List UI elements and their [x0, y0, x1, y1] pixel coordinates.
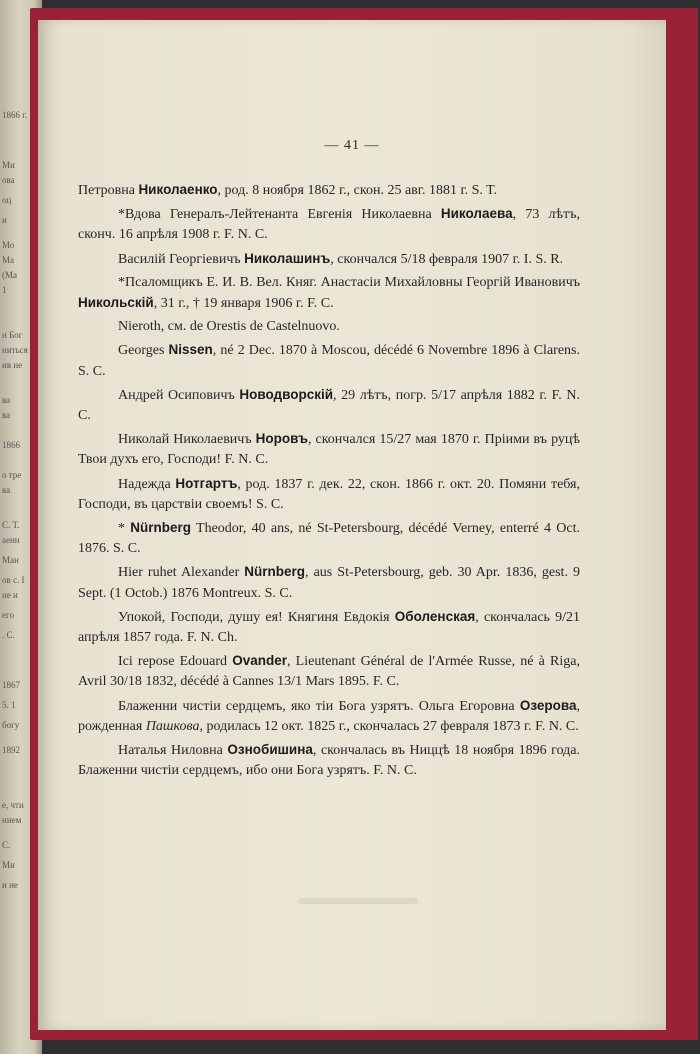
entry-text: , род. 8 ноября 1862 г., скон. 25 авг. 1881 г. S. T. — [217, 183, 498, 198]
entry-text: Theodor, 40 ans, né St-Petersbourg, décédé Verney, enterré 4 Oct. 1876. S. C. — [78, 521, 580, 557]
surname: Новодворскій — [239, 386, 334, 402]
surname: Ovander — [232, 653, 287, 669]
entry-text: , скончалась 9/21 апрѣля 1857 года. F. N. Ch. — [78, 609, 580, 646]
left-page-fragment: Мо — [2, 240, 15, 250]
register-entry — [78, 518, 580, 559]
left-page-fragment: Ма — [2, 255, 14, 265]
entry-text: , рожденная — [78, 698, 580, 734]
surname: Озерова — [519, 697, 577, 713]
entry-text: , скончался 5/18 февраля 1907 г. I. S. R. — [330, 251, 564, 267]
left-page-fragment: С. Т. — [2, 520, 20, 530]
left-page-fragment: ова — [2, 175, 15, 185]
surname: Оболенская — [394, 608, 476, 624]
entry-text: Hier ruhet Alexander — [118, 565, 245, 581]
surname: Николашинъ — [244, 250, 331, 266]
surname: Норовъ — [255, 431, 308, 447]
register-entry — [78, 696, 580, 737]
left-page-fragment: ва — [2, 410, 11, 420]
left-page-fragment: (Ма — [2, 270, 17, 280]
entry-text: , родилась 12 окт. 1825 г., скончалась 27 февраля 1873 г. F. N. C. — [199, 718, 579, 734]
left-page-fragment: н Бог — [2, 330, 23, 340]
register-entry — [78, 204, 580, 245]
left-page-fragment: ив не — [2, 360, 23, 370]
register-entry — [78, 340, 580, 381]
register-entry — [78, 562, 580, 603]
left-page-fragment: 1 — [2, 285, 7, 295]
left-page-fragment: богу — [2, 720, 20, 730]
entry-text: , 73 лѣтъ, сконч. 16 апрѣля 1908 г. F. N. C. — [78, 207, 580, 243]
left-page-fragment: нием — [2, 815, 22, 825]
left-page-fragment: ва — [2, 485, 11, 495]
left-page-fragment: оц — [2, 195, 12, 205]
left-page-fragment: 1892 — [2, 745, 20, 755]
surname: Николаева — [440, 206, 513, 222]
entry-text: Андрей Осиповичъ — [118, 387, 240, 403]
surname: Nissen — [168, 342, 213, 358]
maiden-name: Пашкова — [145, 718, 200, 734]
left-page-fragment: и не — [2, 880, 18, 890]
book-page — [38, 20, 666, 1030]
surname: Ознобишина — [227, 742, 313, 758]
left-page-fragment: ва — [2, 395, 11, 405]
left-page-fragment: ов с. I — [2, 575, 25, 585]
left-page-fragment: Ми — [2, 860, 15, 870]
entry-text: *Вдова Генералъ-Лейтенанта Евгенія Николаевна — [118, 207, 441, 223]
register-entry — [78, 474, 580, 515]
faded-ink-mark — [298, 898, 418, 904]
entry-text: Georges — [118, 343, 169, 359]
entry-text: , aus St-Petersbourg, geb. 30 Apr. 1836, gest. 9 Sept. (1 Octob.) 1876 Montreux. S. C. — [78, 565, 580, 601]
surname: Nürnberg — [244, 564, 306, 580]
left-page-fragment: е, чти — [2, 800, 24, 810]
entry-text: Ici repose Edouard — [118, 654, 233, 670]
entry-text: , род. 1837 г. дек. 22, скон. 1866 г. окт. 20. Помяни тебя, Господи, въ царствіи своемъ! S. C. — [78, 476, 581, 512]
entry-text: Николай Николаевичъ — [118, 432, 256, 448]
left-page-fragment: аенн — [2, 535, 20, 545]
left-page-fragment: Ми — [2, 160, 15, 170]
register-entry — [78, 317, 580, 337]
entry-text: Василій Георгіевичъ — [118, 251, 245, 267]
left-page-fragment: ниться — [2, 345, 28, 355]
register-entry — [78, 651, 580, 692]
left-page-fragment: его — [2, 610, 14, 620]
left-page-fragment: 1867 — [2, 680, 20, 690]
entry-text: , 31 г., † 19 января 1906 г. F. C. — [153, 296, 334, 312]
entry-text: * — [118, 521, 131, 537]
entry-text: , скончалась въ Ниццѣ 18 ноября 1896 года. Блаженни чистіи сердцемъ, ибо они Бога узрятъ. F. N. C. — [78, 743, 580, 779]
page-text — [78, 180, 580, 784]
register-entry — [78, 429, 580, 470]
entry-text: Надежда — [118, 476, 176, 492]
left-page-fragment: 1866 — [2, 440, 20, 450]
left-page-fragment: о тре — [2, 470, 22, 480]
register-entry — [78, 249, 580, 270]
surname: Nürnberg — [130, 520, 192, 536]
entry-text: , Lieutenant Général de l'Armée Russe, né à Riga, Avril 30/18 1832, décédé à Cannes 13/1 Mars 1895. F. C. — [78, 654, 580, 690]
left-page-fragment: Ман — [2, 555, 19, 565]
register-entry — [78, 740, 580, 781]
left-page-fragment: и — [2, 215, 7, 225]
surname: Николаенко — [138, 182, 218, 197]
page-number: — 41 — — [324, 138, 380, 153]
register-entry — [78, 607, 580, 648]
entry-text: Петровна — [78, 183, 139, 198]
surname: Никольскій — [78, 295, 154, 311]
register-entry — [78, 180, 580, 201]
entry-text: , né 2 Dec. 1870 à Moscou, décédé 6 Novembre 1896 à Clarens. S. C. — [78, 343, 580, 379]
entry-text: Упокой, Господи, душу ея! Княгиня Евдокія — [118, 609, 395, 625]
entry-text: Блаженни чистіи сердцемъ, яко тіи Бога узрятъ. Ольга Егоровна — [118, 698, 520, 714]
left-page-fragment: не и — [2, 590, 18, 600]
entry-text: Наталья Ниловна — [118, 743, 228, 759]
entry-text: , скончался 15/27 мая 1870 г. Пріими въ руцѣ Твои духъ его, Господи! F. N. C. — [78, 432, 580, 468]
left-page-fragment: 5. 1 — [2, 700, 16, 710]
left-page-fragment: С. — [2, 840, 11, 850]
left-page-fragment: . С. — [2, 630, 15, 640]
entry-text: Nieroth, см. de Orestis de Castelnuovo. — [118, 319, 340, 335]
entry-text: *Псаломщикъ Е. И. В. Вел. Княг. Анастасіи Михайловны Георгій Ивановичъ — [118, 274, 580, 290]
register-entry — [78, 273, 580, 314]
entry-text: , 29 лѣтъ, погр. 5/17 апрѣля 1882 г. F. N. C. — [78, 387, 580, 424]
left-page-fragment: 1866 г. — [2, 110, 28, 120]
register-entry — [78, 385, 580, 426]
surname: Нотгартъ — [175, 475, 238, 491]
